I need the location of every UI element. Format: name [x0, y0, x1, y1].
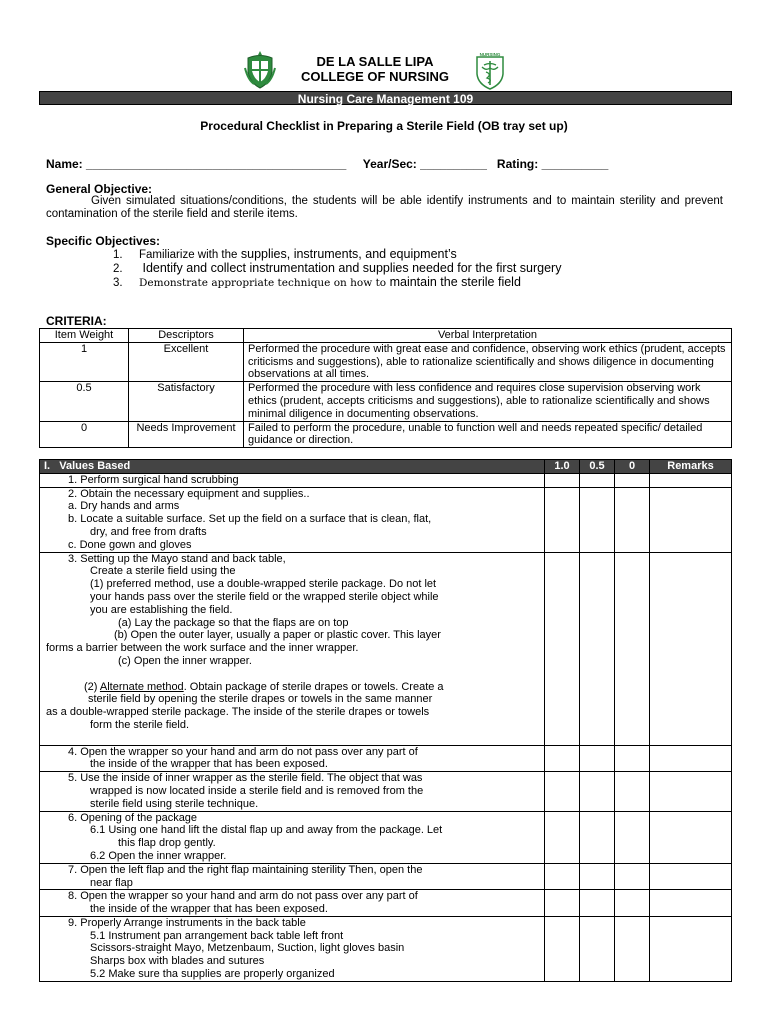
- table-row: [40, 916, 732, 981]
- step-line: [46, 681, 538, 694]
- step-cell: [40, 772, 545, 811]
- score-cell-0[interactable]: [615, 552, 650, 745]
- step-line: 5.1 Instrument pan arrangement back table left front: [90, 929, 344, 942]
- score-cell-0[interactable]: [615, 890, 650, 917]
- remarks-cell[interactable]: [650, 863, 732, 890]
- step-cell: [40, 916, 545, 981]
- values-header-row: [40, 460, 732, 474]
- step-line: [46, 668, 538, 681]
- step-line: near flap: [90, 876, 133, 889]
- step-line: (b) Open the outer layer, usually a paper or plastic cover. This layer: [114, 629, 441, 642]
- step-line: a. Dry hands and arms: [68, 500, 180, 513]
- alt-method-underlined: Alternate method: [99, 680, 184, 693]
- score-cell-0[interactable]: [615, 745, 650, 772]
- table-row: [40, 863, 732, 890]
- step-line: the inside of the wrapper that has been exposed.: [90, 758, 328, 771]
- specific-objective-2: [113, 261, 561, 276]
- criteria-row: [40, 421, 732, 448]
- step-line: 1. Perform surgical hand scrubbing: [68, 473, 239, 486]
- score-cell-0[interactable]: [615, 772, 650, 811]
- col-score-1: 1.0: [545, 460, 580, 474]
- remarks-cell[interactable]: [650, 745, 732, 772]
- svg-text:NURSING: NURSING: [479, 52, 501, 57]
- criteria-header-row: [40, 329, 732, 343]
- step-cell: [40, 487, 545, 552]
- objective-text: Familiarize with the: [139, 249, 238, 261]
- step-cell: [40, 552, 545, 745]
- school-name-line1: DE LA SALLE LIPA: [316, 54, 434, 69]
- table-row: [40, 552, 732, 745]
- criteria-row: [40, 382, 732, 421]
- remarks-cell[interactable]: [650, 552, 732, 745]
- step-line: form the sterile field.: [90, 718, 190, 731]
- col-descriptors: Descriptors: [129, 329, 244, 343]
- alt-method-text: . Obtain package of sterile drapes or towels. Create a: [183, 680, 444, 693]
- step-cell: [40, 890, 545, 917]
- step-line: your hands pass over the sterile field or the wrapped sterile object while: [90, 590, 439, 603]
- col-remarks: Remarks: [650, 460, 732, 474]
- score-cell-0-5[interactable]: [580, 772, 615, 811]
- step-cell: [40, 473, 545, 487]
- interpretation: Failed to perform the procedure, unable to function well and needs repeated specific/ detailed guidance or direction.: [244, 421, 732, 448]
- col-item-weight: Item Weight: [40, 329, 129, 343]
- step-line: c. Done gown and gloves: [68, 538, 192, 551]
- school-name-line2: COLLEGE OF NURSING: [300, 69, 450, 84]
- remarks-cell[interactable]: [650, 811, 732, 863]
- document-title: Procedural Checklist in Preparing a Sterile Field (OB tray set up): [200, 119, 568, 133]
- criteria-label: CRITERIA:: [46, 314, 107, 328]
- score-cell-1[interactable]: [545, 552, 580, 745]
- general-objective-text: Given simulated situations/conditions, the students will be able identify instruments and to maintain sterility and prevent contamination of the sterile field and sterile items.: [46, 195, 723, 220]
- nursing-logo: [474, 52, 506, 90]
- general-objective-label: General Objective:: [46, 182, 153, 196]
- score-cell-0-5[interactable]: [580, 552, 615, 745]
- step-line: 4. Open the wrapper so your hand and arm do not pass over any part of: [68, 745, 418, 758]
- step-cell: [40, 811, 545, 863]
- alt-method-number: (2): [84, 680, 100, 693]
- objective-number: 3.: [113, 277, 123, 289]
- objective-text: Demonstrate appropriate technique on how to: [139, 277, 387, 289]
- table-row: [40, 890, 732, 917]
- score-cell-1[interactable]: [545, 772, 580, 811]
- course-banner: Nursing Care Management 109: [39, 91, 732, 105]
- objective-number: 1.: [113, 249, 123, 261]
- descriptor: Needs Improvement: [129, 421, 244, 448]
- col-score-0-5: 0.5: [580, 460, 615, 474]
- criteria-table: [39, 328, 732, 448]
- yearsec-label: Year/Sec:: [362, 157, 417, 171]
- score-cell-1[interactable]: [545, 863, 580, 890]
- score-cell-0[interactable]: [615, 916, 650, 981]
- step-line: this flap drop gently.: [118, 837, 216, 850]
- step-line: Create a sterile field using the: [90, 565, 236, 578]
- descriptor: Satisfactory: [129, 382, 244, 421]
- step-line: 8. Open the wrapper so your hand and arm do not pass over any part of: [68, 890, 418, 903]
- score-cell-0-5[interactable]: [580, 473, 615, 487]
- step-line: as a double-wrapped sterile package. The inside of the sterile drapes or towels: [46, 706, 430, 719]
- remarks-cell[interactable]: [650, 473, 732, 487]
- score-cell-0[interactable]: [615, 473, 650, 487]
- table-row: [40, 772, 732, 811]
- step-line: wrapped is now located inside a sterile field and is removed from the: [90, 784, 424, 797]
- school-crest-logo: [244, 50, 276, 90]
- criteria-row: [40, 342, 732, 381]
- specific-objective-3: [113, 275, 521, 290]
- remarks-cell[interactable]: [650, 487, 732, 552]
- step-line: 5. Use the inside of inner wrapper as the sterile field. The object that was: [68, 772, 423, 785]
- step-line: 6.2 Open the inner wrapper.: [90, 849, 227, 862]
- score-cell-0-5[interactable]: [580, 745, 615, 772]
- score-cell-0-5[interactable]: [580, 487, 615, 552]
- rating-blank[interactable]: __________: [541, 157, 609, 171]
- score-cell-1[interactable]: [545, 745, 580, 772]
- score-cell-1[interactable]: [545, 890, 580, 917]
- step-line: sterile field using sterile technique.: [90, 797, 259, 810]
- score-cell-1[interactable]: [545, 487, 580, 552]
- score-cell-0-5[interactable]: [580, 890, 615, 917]
- item-weight: 1: [40, 342, 129, 381]
- score-cell-0[interactable]: [615, 487, 650, 552]
- letterhead: [0, 50, 768, 92]
- remarks-cell[interactable]: [650, 772, 732, 811]
- step-line: you are establishing the field.: [90, 603, 233, 616]
- table-row: [40, 745, 732, 772]
- rating-label: Rating:: [496, 157, 539, 171]
- step-line: (1) preferred method, use a double-wrapped sterile package. Do not let: [90, 578, 437, 591]
- step-line: 2. Obtain the necessary equipment and supplies..: [68, 487, 310, 500]
- step-cell: [40, 863, 545, 890]
- table-row: [40, 811, 732, 863]
- item-weight: 0.5: [40, 382, 129, 421]
- step-line: dry, and free from drafts: [90, 525, 207, 538]
- col-verbal-interpretation: Verbal Interpretation: [244, 329, 732, 343]
- score-cell-0[interactable]: [615, 811, 650, 863]
- remarks-cell[interactable]: [650, 890, 732, 917]
- table-row: [40, 473, 732, 487]
- step-line: Sharps box with blades and sutures: [90, 955, 265, 968]
- score-cell-0-5[interactable]: [580, 916, 615, 981]
- step-line: 7. Open the left flap and the right flap maintaining sterility Then, open the: [68, 863, 423, 876]
- student-info-row: [46, 157, 608, 171]
- name-blank[interactable]: _______________________________________: [86, 157, 347, 171]
- step-line: b. Locate a suitable surface. Set up the field on a surface that is clean, flat,: [68, 513, 432, 526]
- score-cell-0-5[interactable]: [580, 811, 615, 863]
- objective-text: Identify and collect instrumentation and supplies needed for the first surgery: [139, 261, 562, 275]
- specific-objectives-label: Specific Objectives:: [46, 234, 161, 248]
- name-label: Name:: [46, 157, 83, 171]
- table-row: [40, 487, 732, 552]
- interpretation: Performed the procedure with less confidence and requires close supervision observing work ethics (prudent, accepts criticisms and suggestions), able to rationalize scientifically and shows minimal diligence in documenting observations.: [244, 382, 732, 421]
- score-cell-1[interactable]: [545, 916, 580, 981]
- step-line: Scissors-straight Mayo, Metzenbaum, Suction, light gloves basin: [90, 942, 405, 955]
- step-line: [46, 732, 538, 745]
- item-weight: 0: [40, 421, 129, 448]
- step-line: 5.2 Make sure tha supplies are properly organized: [90, 968, 335, 981]
- step-line: forms a barrier between the work surface and the inner wrapper.: [46, 642, 359, 655]
- step-line: the inside of the wrapper that has been exposed.: [90, 903, 328, 916]
- step-line: (c) Open the inner wrapper.: [118, 654, 252, 667]
- step-line: 9. Properly Arrange instruments in the back table: [68, 916, 306, 929]
- objective-number: 2.: [113, 263, 123, 275]
- remarks-cell[interactable]: [650, 916, 732, 981]
- values-based-table: [39, 459, 732, 982]
- step-line: 6.1 Using one hand lift the distal flap up and away from the package. Let: [90, 824, 443, 837]
- objective-text-cont: supplies, instruments, and equipment’s: [237, 247, 457, 261]
- interpretation: Performed the procedure with great ease and confidence, observing work ethics (prudent, accepts criticisms and suggestions), able to rationalize scientifically and shows diligence in documenting observations at all times.: [244, 342, 732, 381]
- step-line: (a) Lay the package so that the flaps are on top: [118, 616, 349, 629]
- values-based-heading: I. Values Based: [40, 460, 545, 474]
- yearsec-blank[interactable]: __________: [420, 157, 487, 171]
- specific-objective-1: [113, 247, 457, 262]
- step-line: 6. Opening of the package: [68, 811, 198, 824]
- score-cell-0[interactable]: [615, 863, 650, 890]
- col-score-0: 0: [615, 460, 650, 474]
- score-cell-0-5[interactable]: [580, 863, 615, 890]
- step-line: sterile field by opening the sterile drapes or towels in the same manner: [88, 693, 433, 706]
- score-cell-1[interactable]: [545, 811, 580, 863]
- descriptor: Excellent: [129, 342, 244, 381]
- school-name: [280, 54, 470, 84]
- objective-text-cont: maintain the sterile field: [386, 275, 521, 289]
- step-line: 3. Setting up the Mayo stand and back table,: [68, 552, 286, 565]
- step-cell: [40, 745, 545, 772]
- score-cell-1[interactable]: [545, 473, 580, 487]
